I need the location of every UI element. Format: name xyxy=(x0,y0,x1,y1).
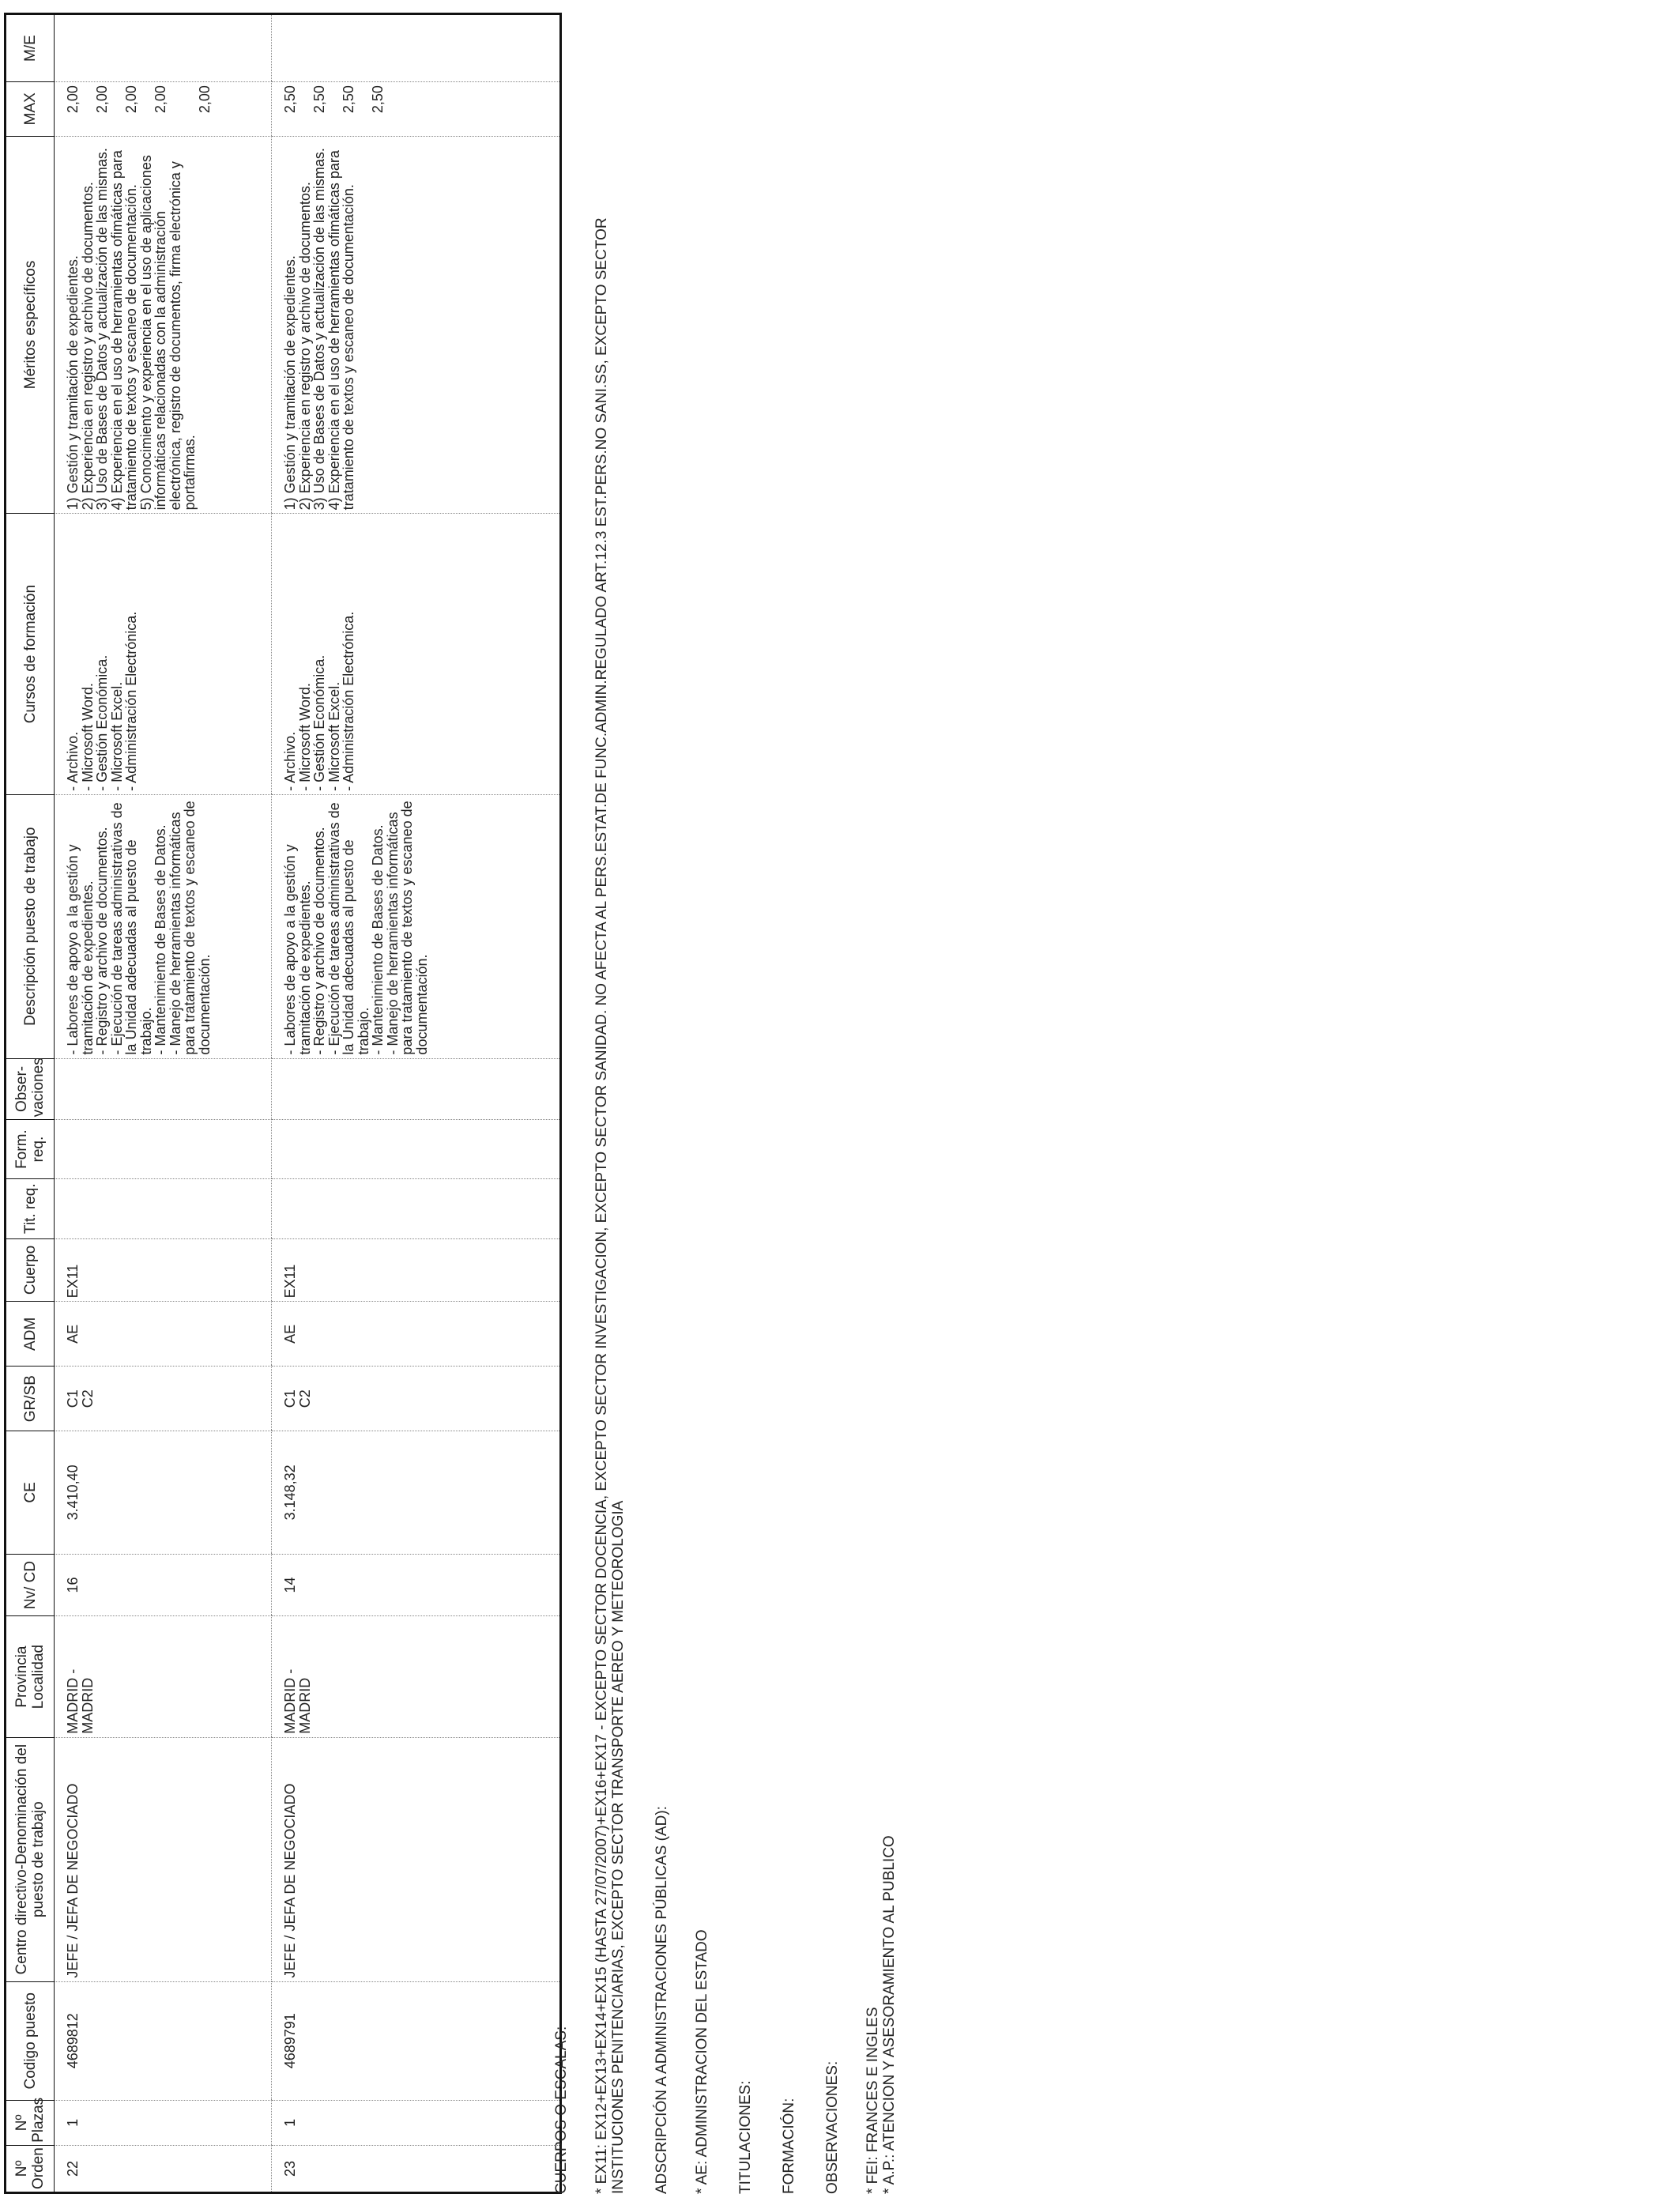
cell-me xyxy=(55,14,272,82)
grupo-value: C1 xyxy=(65,1389,81,1408)
curso-item: - Gestión Económica. xyxy=(94,654,110,791)
max-value: 2,00 xyxy=(197,85,213,114)
observaciones-title: OBSERVACIONES: xyxy=(824,2060,841,2194)
merito-item: 5) Conocimiento y experiencia en el uso de aplicaciones informáticas relacionadas con la administración electrónica, registro de documentos, firma electrónica y portafirmas. xyxy=(137,155,198,511)
cell-nivel: 14 xyxy=(272,1554,561,1616)
max-value: 2,00 xyxy=(94,85,110,114)
cell-ce: 3.148,32 xyxy=(272,1431,561,1554)
table-header-row xyxy=(6,14,55,2193)
header-grupo: GR/SB xyxy=(6,1367,55,1431)
header-provincia: Provincia Localidad xyxy=(6,1616,55,1737)
header-me: M/E xyxy=(6,14,55,82)
adscripcion-block xyxy=(654,60,710,2194)
cell-formacion xyxy=(272,1120,561,1179)
header-adm: ADM xyxy=(6,1302,55,1367)
cell-max xyxy=(272,82,561,136)
header-centro: Centro directivo-Denominación del puesto de trabajo xyxy=(6,1737,55,1981)
cell-centro: JEFE / JEFA DE NEGOCIADO xyxy=(272,1737,561,1981)
table-row xyxy=(272,14,561,2193)
cuerpos-line: * EX11: EX12+EX13+EX14+EX15 (HASTA 27/07/2007)+EX16+EX17 - EXCEPTO SECTOR DOCENCIA, EXCEPTO SECTOR INVESTIGACION, EXCEPTO SECTOR SANIDAD. NO AFECTA AL PERS.ESTAT.DE FUNC.ADMIN.REGULADO ART.12.3 EST.PERS.NO SANI.SS, EXCEPTO SECTOR xyxy=(593,217,610,2194)
cell-provincia: MADRID - MADRID xyxy=(272,1616,561,1737)
cell-titulacion xyxy=(55,1178,272,1238)
cell-meritos xyxy=(55,136,272,514)
cell-descripcion: - Labores de apoyo a la gestión y tramitación de expedientes. - Registro y archivo de documentos. - Ejecución de tareas administrativas de la Unidad adecuadas al puesto de trabajo. - Mantenimiento de Bases de Datos. - Manejo de herramientas informáticas para tratamiento de textos y escaneo de documentación. xyxy=(55,794,272,1058)
max-value: 2,50 xyxy=(282,85,298,114)
cell-grupo xyxy=(55,1367,272,1431)
curso-item: - Microsoft Word. xyxy=(296,683,313,791)
merito-item: 3) Uso de Bases de Datos y actualización de las mismas. xyxy=(311,148,327,511)
curso-item: - Microsoft Excel. xyxy=(326,681,342,791)
curso-item: - Administración Electrónica. xyxy=(123,611,139,791)
curso-item: - Gestión Económica. xyxy=(311,654,327,791)
header-nivel: Nv/ CD xyxy=(6,1554,55,1616)
cuerpos-block xyxy=(553,60,627,2194)
titulaciones-title: TITULACIONES: xyxy=(737,2080,754,2194)
header-cuerpo: Cuerpo xyxy=(6,1238,55,1302)
max-value: 2,00 xyxy=(123,85,139,114)
merito-item: 4) Experiencia en el uso de herramientas ofimáticas para tratamiento de textos y escaneo de documentación. xyxy=(326,150,356,511)
header-descripcion: Descripción puesto de trabajo xyxy=(6,794,55,1058)
header-ce: CE xyxy=(6,1431,55,1554)
header-meritos: Méritos específicos xyxy=(6,136,55,514)
curso-item: - Administración Electrónica. xyxy=(341,611,356,791)
observaciones-block xyxy=(824,60,898,2194)
merito-item: 1) Gestión y tramitación de expedientes. xyxy=(282,255,298,511)
cell-provincia: MADRID - MADRID xyxy=(55,1616,272,1737)
subgrupo-value: C2 xyxy=(296,1389,313,1408)
max-value: 2,00 xyxy=(153,85,168,114)
cell-descripcion: - Labores de apoyo a la gestión y tramitación de expedientes. - Registro y archivo de documentos. - Ejecución de tareas administrativas de la Unidad adecuadas al puesto de trabajo. - Mantenimiento de Bases de Datos. - Manejo de herramientas informáticas para tratamiento de textos y escaneo de documentación. xyxy=(272,794,561,1058)
adscripcion-title: ADSCRIPCIÓN A ADMINISTRACIONES PÚBLICAS (AD): xyxy=(654,1806,670,2194)
cell-nivel: 16 xyxy=(55,1554,272,1616)
merito-item: 4) Experiencia en el uso de herramientas ofimáticas para tratamiento de textos y escaneo de documentación. xyxy=(108,150,139,511)
cuerpos-title: CUERPOS O ESCALAS: xyxy=(553,2026,570,2194)
cell-me xyxy=(272,14,561,82)
max-value: 2,00 xyxy=(65,85,81,114)
cell-cursos xyxy=(272,514,561,795)
header-cursos: Cursos de formación xyxy=(6,514,55,795)
cell-centro: JEFE / JEFA DE NEGOCIADO xyxy=(55,1737,272,1981)
header-titulacion: Tit. req. xyxy=(6,1178,55,1238)
cell-formacion xyxy=(55,1120,272,1179)
cell-cuerpo: EX11 xyxy=(272,1238,561,1302)
cell-observaciones xyxy=(272,1058,561,1120)
max-value: 2,50 xyxy=(341,85,356,114)
subgrupo-value: C2 xyxy=(79,1389,96,1408)
cell-adm: AE xyxy=(272,1302,561,1367)
observaciones-line: * FEI: FRANCES E INGLES xyxy=(864,2007,881,2194)
header-plazas: Nº Plazas xyxy=(6,2100,55,2145)
cell-codigo: 4689791 xyxy=(272,1981,561,2100)
grupo-value: C1 xyxy=(282,1389,298,1408)
header-codigo: Codigo puesto xyxy=(6,1981,55,2100)
observaciones-line: * A.P.: ATENCION Y ASESORAMIENTO AL PUBLICO xyxy=(881,1835,898,2194)
titulaciones-block xyxy=(737,60,754,2194)
header-max: MAX xyxy=(6,82,55,136)
cell-plazas: 1 xyxy=(55,2100,272,2145)
cell-cuerpo: EX11 xyxy=(55,1238,272,1302)
positions-table xyxy=(4,13,562,2194)
cell-observaciones xyxy=(55,1058,272,1120)
merito-item: 2) Experiencia en registro y archivo de documentos. xyxy=(296,182,313,511)
formacion-title: FORMACIÓN: xyxy=(781,2098,797,2194)
cell-max xyxy=(55,82,272,136)
cell-ce: 3.410,40 xyxy=(55,1431,272,1554)
curso-item: - Archivo. xyxy=(65,731,81,791)
merito-item: 3) Uso de Bases de Datos y actualización de las mismas. xyxy=(94,148,110,511)
cell-meritos xyxy=(272,136,561,514)
header-formacion: Form. req. xyxy=(6,1120,55,1179)
cuerpos-line: INSTITUCIONES PENITENCIARIAS, EXCEPTO SECTOR TRANSPORTE AEREO Y METEOROLOGIA xyxy=(610,1500,627,2194)
max-value: 2,50 xyxy=(370,85,386,114)
merito-item: 2) Experiencia en registro y archivo de documentos. xyxy=(79,182,96,511)
header-orden: Nº Orden xyxy=(6,2145,55,2192)
cell-cursos xyxy=(55,514,272,795)
cell-titulacion xyxy=(272,1178,561,1238)
legend-footer xyxy=(553,60,925,2194)
max-value: 2,50 xyxy=(311,85,327,114)
table-row xyxy=(55,14,272,2193)
cell-orden: 22 xyxy=(55,2145,272,2192)
formacion-block xyxy=(781,60,797,2194)
cell-codigo: 4689812 xyxy=(55,1981,272,2100)
cell-adm: AE xyxy=(55,1302,272,1367)
curso-item: - Archivo. xyxy=(282,731,298,791)
curso-item: - Microsoft Word. xyxy=(79,683,96,791)
cell-grupo xyxy=(272,1367,561,1431)
adscripcion-line: * AE: ADMINISTRACION DEL ESTADO xyxy=(694,1929,710,2194)
curso-item: - Microsoft Excel. xyxy=(108,681,125,791)
header-observaciones: Obser- vaciones xyxy=(6,1058,55,1120)
merito-item: 1) Gestión y tramitación de expedientes. xyxy=(65,255,81,511)
cell-orden: 23 xyxy=(272,2145,561,2192)
cell-plazas: 1 xyxy=(272,2100,561,2145)
